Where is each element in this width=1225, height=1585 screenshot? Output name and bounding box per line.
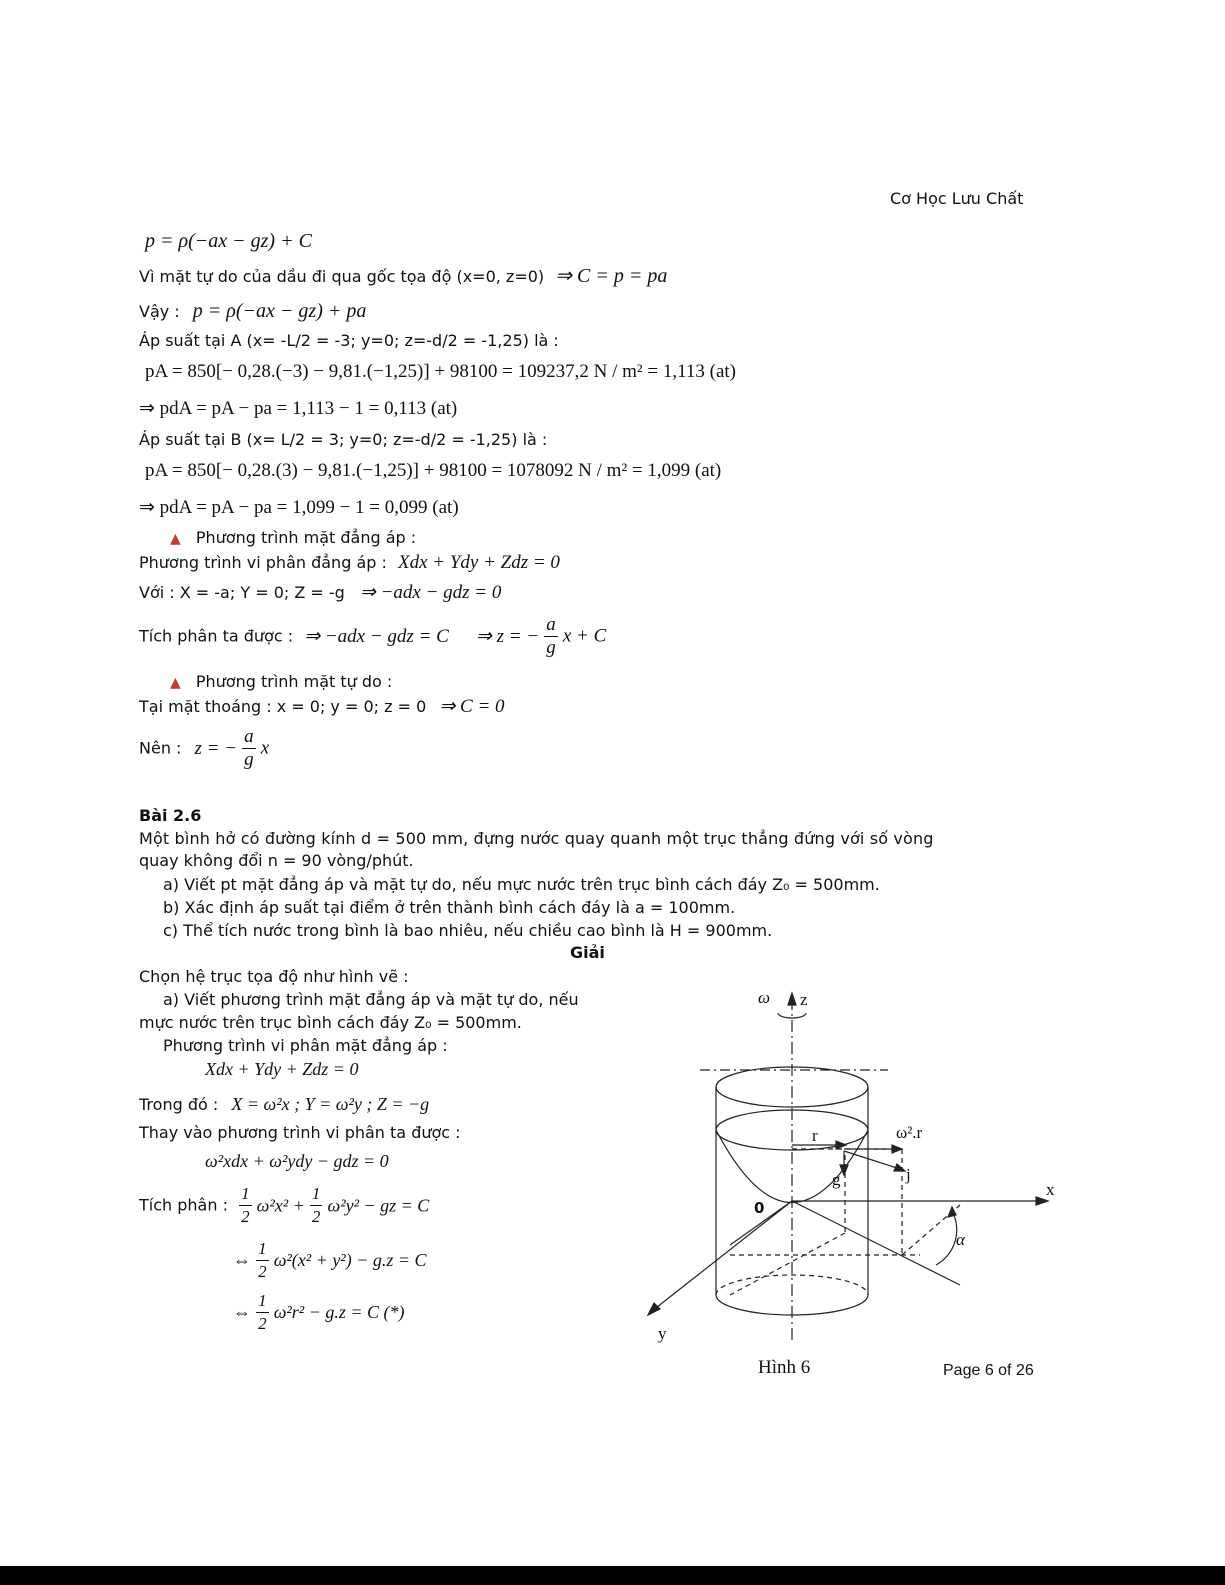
- nen-den: g: [244, 749, 254, 770]
- z-axis-arrow: [788, 993, 796, 1005]
- tich-phan-label: Tích phân :: [139, 1195, 228, 1215]
- integral-eq: ⇒ −adx − gdz = C: [304, 625, 449, 647]
- half-fraction: [310, 1183, 323, 1228]
- j-vector-arrow: [894, 1164, 905, 1171]
- free-heading-line: [170, 671, 392, 694]
- integral-line: [139, 614, 606, 659]
- solution-a-line1: a) Viết phương trình mặt đẳng áp và mặt tự do, nếu: [163, 990, 579, 1009]
- integral-fraction: [544, 614, 558, 659]
- isobar-with-label: Với : X = -a; Y = 0; Z = -g: [139, 583, 345, 602]
- trong-do-line: [139, 1093, 429, 1116]
- integral-num: a: [546, 614, 556, 635]
- isobar-with-line: [139, 582, 501, 604]
- half-fraction: [256, 1290, 269, 1335]
- vay-line: [139, 300, 366, 323]
- figure-caption: Hình 6: [758, 1357, 811, 1378]
- problem-statement-1: Một bình hở có đường kính d = 500 mm, đựng nước quay quanh một trục thẳng đứng với số vòng: [139, 829, 934, 848]
- pressure-b-gauge: ⇒ pdA = pA − pa = 1,099 − 1 = 0,099 (at): [139, 497, 459, 518]
- figure-hinh-6: [630, 985, 1070, 1385]
- thay-eq: ω²xdx + ω²ydy − gdz = 0: [205, 1151, 389, 1171]
- half-num: 1: [310, 1183, 323, 1206]
- tich-phan-line: [139, 1183, 429, 1228]
- solution-a-line2: mực nước trên trục bình cách đáy Z₀ = 500mm.: [139, 1013, 522, 1032]
- label-j: j: [906, 1165, 911, 1184]
- tp1-b: ω²y² − gz = C: [327, 1195, 430, 1216]
- pressure-b-title: Áp suất tại B (x= L/2 = 3; y=0; z=-d/2 = -1,25) là :: [139, 430, 548, 449]
- integral-label: Tích phân ta được :: [139, 626, 294, 646]
- tp2-pre: ⇔: [233, 1250, 251, 1270]
- trong-do-label: Trong đó :: [139, 1095, 219, 1114]
- pressure-b-eq: pA = 850[− 0,28.(3) − 9,81.(−1,25)] + 98100 = 1078092 N / m² = 1,099 (at): [145, 460, 722, 481]
- page-number: Page 6 of 26: [943, 1362, 1034, 1379]
- free-surface-line: [139, 696, 505, 718]
- bottom-border: [0, 1566, 1225, 1585]
- nen-line: [139, 726, 269, 771]
- isobar-heading: Phương trình mặt đẳng áp :: [195, 528, 417, 547]
- alpha-arc: [936, 1211, 957, 1265]
- label-g: g: [832, 1170, 841, 1189]
- tp2-line: [233, 1238, 427, 1283]
- nen-num: a: [244, 726, 254, 747]
- half-den: 2: [258, 1314, 267, 1333]
- tp2-post: ω²(x² + y²) − g.z = C: [273, 1250, 427, 1270]
- half-num: 1: [256, 1238, 269, 1261]
- g-vector-arrow: [840, 1165, 848, 1175]
- header-title: Cơ Học Lưu Chất: [890, 189, 1024, 208]
- integral-result-post: x + C: [562, 625, 607, 647]
- isobar-diff-eq: Xdx + Ydy + Zdz = 0: [397, 552, 560, 573]
- pressure-a-eq: pA = 850[− 0,28.(−3) − 9,81.(−1,25)] + 98100 = 109237,2 N / m² = 1,113 (at): [145, 361, 736, 382]
- vay-label: Vậy :: [139, 302, 180, 321]
- solution-label: Giải: [570, 943, 605, 962]
- label-omega: ω: [758, 988, 771, 1007]
- label-r: r: [812, 1126, 818, 1145]
- tangent-line: [792, 1201, 960, 1285]
- free-surface-eq: ⇒ C = 0: [439, 696, 505, 717]
- nen-post: x: [260, 737, 270, 759]
- free-heading: Phương trình mặt tự do :: [195, 672, 393, 691]
- nen-fraction: [242, 726, 256, 771]
- pressure-a-title: Áp suất tại A (x= -L/2 = -3; y=0; z=-d/2 = -1,25) là :: [139, 331, 559, 350]
- isobar-heading-line: [170, 527, 416, 550]
- origin-eq: ⇒ C = p = pa: [555, 265, 668, 287]
- coord-line: Chọn hệ trục tọa độ như hình vẽ :: [139, 967, 409, 986]
- origin-line: [139, 265, 667, 288]
- problem-title: Bài 2.6: [139, 806, 202, 825]
- half-fraction: [256, 1238, 269, 1283]
- nen-label: Nên :: [139, 738, 182, 758]
- pressure-a-gauge: ⇒ pdA = pA − pa = 1,113 − 1 = 0,113 (at): [139, 398, 458, 419]
- isobar-with-eq: ⇒ −adx − gdz = 0: [359, 582, 502, 603]
- isobar-diff-line: [139, 552, 560, 574]
- label-w2r: ω².r: [896, 1123, 923, 1142]
- vay-eq: p = ρ(−ax − gz) + pa: [192, 300, 367, 322]
- diff-eq: Xdx + Ydy + Zdz = 0: [205, 1059, 359, 1079]
- half-den: 2: [258, 1262, 267, 1281]
- tp3-line: [233, 1290, 405, 1335]
- diff-label: Phương trình vi phân mặt đẳng áp :: [163, 1036, 448, 1055]
- nen-pre: z = −: [194, 737, 238, 759]
- alpha-arc-arrow: [948, 1207, 956, 1217]
- eq-p: p = ρ(−ax − gz) + C: [145, 230, 312, 252]
- half-den: 2: [241, 1207, 250, 1226]
- problem-item-b: b) Xác định áp suất tại điểm ở trên thành bình cách đáy là a = 100mm.: [163, 898, 736, 917]
- y-axis-arrow: [648, 1303, 660, 1315]
- w2r-vector-arrow: [892, 1145, 902, 1153]
- label-x: x: [1046, 1180, 1055, 1199]
- problem-item-a: a) Viết pt mặt đẳng áp và mặt tự do, nếu mực nước trên trục bình cách đáy Z₀ = 500mm.: [163, 875, 880, 894]
- tp1-a: ω²x² +: [256, 1195, 305, 1216]
- isobar-diff-label: Phương trình vi phân đẳng áp :: [139, 553, 387, 572]
- thay-label: Thay vào phương trình vi phân ta được :: [139, 1123, 461, 1142]
- label-alpha: α: [956, 1230, 965, 1249]
- r-vector-arrow: [836, 1141, 846, 1149]
- problem-statement-2: quay không đổi n = 90 vòng/phút.: [139, 851, 414, 870]
- half-num: 1: [256, 1290, 269, 1313]
- tp3-pre: ⇔: [233, 1302, 251, 1322]
- half-den: 2: [311, 1207, 321, 1226]
- origin-text: Vì mặt tự do của dầu đi qua gốc tọa độ (x=0, z=0): [139, 267, 545, 286]
- problem-item-c: c) Thể tích nước trong bình là bao nhiêu, nếu chiều cao bình là H = 900mm.: [163, 921, 773, 940]
- integral-den: g: [546, 637, 556, 658]
- half-num: 1: [239, 1183, 252, 1206]
- tp3-post: ω²r² − g.z = C (*): [273, 1302, 405, 1322]
- arrow-bullet-icon: ▲: [170, 675, 181, 691]
- label-origin: 0: [754, 1199, 765, 1217]
- arrow-bullet-icon: ▲: [170, 531, 181, 547]
- trong-do-eq: X = ω²x ; Y = ω²y ; Z = −g: [231, 1094, 430, 1114]
- half-fraction: [239, 1183, 252, 1228]
- construction-diag-dashed: [730, 1233, 845, 1295]
- integral-result-pre: ⇒ z = −: [475, 625, 540, 647]
- y-axis: [652, 1201, 792, 1311]
- free-surface-label: Tại mặt thoáng : x = 0; y = 0; z = 0: [139, 697, 427, 716]
- label-y: y: [658, 1324, 667, 1343]
- label-z: z: [800, 990, 808, 1009]
